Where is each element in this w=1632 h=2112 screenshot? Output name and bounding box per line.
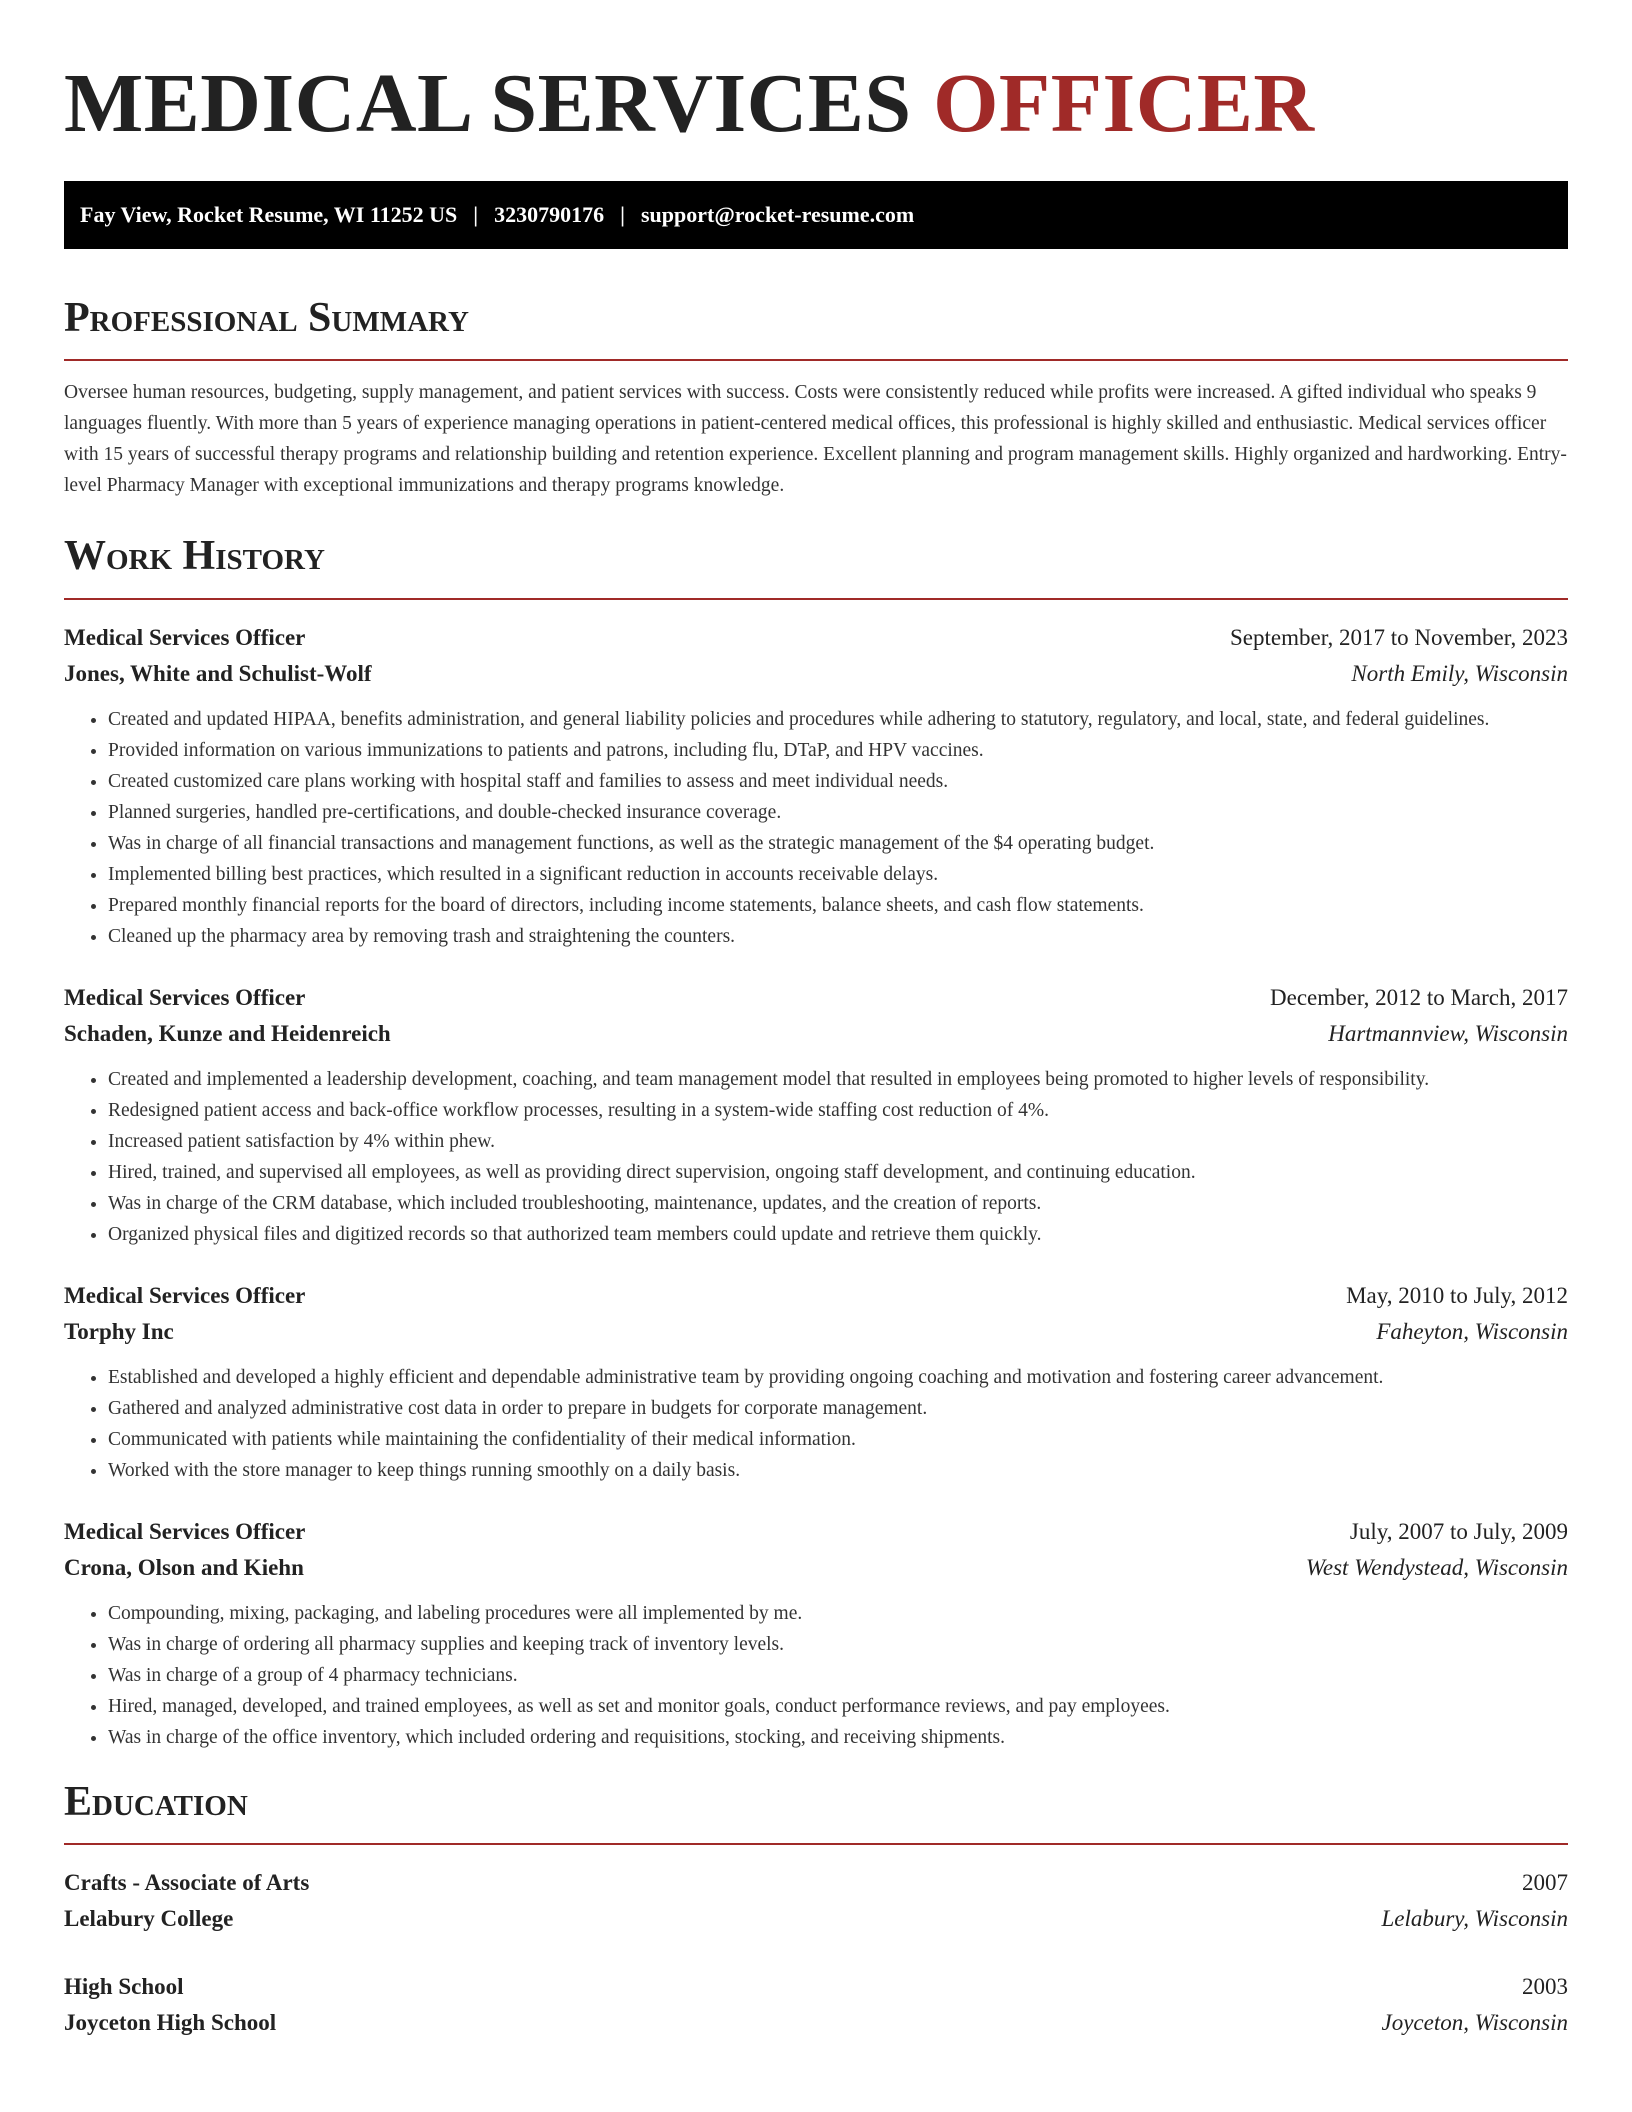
job-company: Crona, Olson and Kiehn — [64, 1554, 304, 1580]
job-entry — [64, 620, 1568, 952]
education-entry — [64, 1865, 1568, 1937]
job-entry — [64, 1514, 1568, 1753]
job-company: Schaden, Kunze and Heidenreich — [64, 1020, 391, 1046]
job-location: Faheyton, Wisconsin — [1376, 1318, 1568, 1344]
education-degree: High School — [64, 1973, 184, 1999]
section-divider — [64, 1843, 1568, 1845]
job-bullet: • Implemented billing best practices, which resulted in a significant reduction in accounts receivable delays. — [108, 859, 1568, 890]
job-bullet: • Redesigned patient access and back-office workflow processes, resulting in a system-wide staffing cost reduction of 4%. — [108, 1095, 1568, 1126]
job-bullet: • Cleaned up the pharmacy area by removing trash and straightening the counters. — [108, 921, 1568, 952]
job-bullets — [64, 1064, 1568, 1250]
job-role: Medical Services Officer — [64, 1282, 306, 1308]
summary-section — [64, 293, 1568, 501]
job-bullet: • Created and updated HIPAA, benefits administration, and general liability policies and procedures while adhering to statutory, regulatory, and local, state, and federal guidelines. — [108, 704, 1568, 735]
education-entry — [64, 1969, 1568, 2041]
education-section — [64, 1777, 1568, 2041]
job-location: West Wendystead, Wisconsin — [1305, 1554, 1568, 1580]
job-bullet: • Hired, trained, and supervised all employees, as well as providing direct supervision, ongoing staff development, and continuing education. — [108, 1157, 1568, 1188]
job-dates: May, 2010 to July, 2012 — [1346, 1282, 1568, 1308]
job-role: Medical Services Officer — [64, 624, 306, 650]
job-role: Medical Services Officer — [64, 1518, 306, 1544]
job-bullet: • Was in charge of the office inventory, which included ordering and requisitions, stocking, and receiving shipments. — [108, 1722, 1568, 1753]
job-role: Medical Services Officer — [64, 984, 306, 1010]
job-bullet: • Was in charge of the CRM database, which included troubleshooting, maintenance, updates, and the creation of reports. — [108, 1188, 1568, 1219]
section-divider — [64, 598, 1568, 600]
job-company: Jones, White and Schulist-Wolf — [64, 660, 372, 686]
job-bullet: • Prepared monthly financial reports for the board of directors, including income statements, balance sheets, and cash flow statements. — [108, 890, 1568, 921]
education-location: Joyceton, Wisconsin — [1381, 2009, 1568, 2035]
section-divider — [64, 359, 1568, 361]
contact-bar — [64, 181, 1568, 249]
job-dates: September, 2017 to November, 2023 — [1230, 624, 1568, 650]
job-bullet: • Organized physical files and digitized records so that authorized team members could update and retrieve them quickly. — [108, 1219, 1568, 1250]
education-year: 2007 — [1522, 1869, 1568, 1895]
education-degree: Crafts - Associate of Arts — [64, 1869, 310, 1895]
job-bullet: • Increased patient satisfaction by 4% within phew. — [108, 1126, 1568, 1157]
job-entry — [64, 1278, 1568, 1486]
job-bullet: • Provided information on various immunizations to patients and patrons, including flu, DTaP, and HPV vaccines. — [108, 735, 1568, 766]
education-school: Joyceton High School — [64, 2009, 277, 2035]
job-bullets — [64, 1362, 1568, 1486]
job-dates: July, 2007 to July, 2009 — [1349, 1518, 1568, 1544]
job-dates: December, 2012 to March, 2017 — [1270, 984, 1568, 1010]
job-bullet: • Hired, managed, developed, and trained employees, as well as set and monitor goals, conduct performance reviews, and pay employees. — [108, 1691, 1568, 1722]
education-title: Education — [64, 1778, 248, 1825]
job-location: North Emily, Wisconsin — [1351, 660, 1568, 686]
contact-phone: 3230790176 — [494, 201, 605, 227]
job-bullet: • Created and implemented a leadership development, coaching, and team management model that resulted in employees being promoted to higher levels of responsibility. — [108, 1064, 1568, 1095]
education-location: Lelabury, Wisconsin — [1381, 1905, 1568, 1931]
job-bullet: • Planned surgeries, handled pre-certifications, and double-checked insurance coverage. — [108, 797, 1568, 828]
job-bullet: • Created customized care plans working with hospital staff and families to assess and meet individual needs. — [108, 766, 1568, 797]
job-bullet: • Was in charge of a group of 4 pharmacy technicians. — [108, 1660, 1568, 1691]
summary-title: Professional Summary — [64, 294, 469, 341]
work-history-section — [64, 531, 1568, 1752]
work-history-title: Work History — [64, 533, 325, 580]
job-bullets — [64, 704, 1568, 952]
job-bullet: • Worked with the store manager to keep things running smoothly on a daily basis. — [108, 1455, 1568, 1486]
resume-name — [64, 54, 1568, 155]
job-bullet: • Communicated with patients while maintaining the confidentiality of their medical information. — [108, 1424, 1568, 1455]
education-school: Lelabury College — [64, 1905, 234, 1931]
job-bullet: • Compounding, mixing, packaging, and labeling procedures were all implemented by me. — [108, 1598, 1568, 1629]
job-location: Hartmannview, Wisconsin — [1328, 1020, 1568, 1046]
job-company: Torphy Inc — [64, 1318, 174, 1344]
job-bullet: • Gathered and analyzed administrative cost data in order to prepare in budgets for corporate management. — [108, 1393, 1568, 1424]
contact-address: Fay View, Rocket Resume, WI 11252 US — [80, 201, 458, 227]
contact-separator: | — [620, 201, 625, 227]
job-bullets — [64, 1598, 1568, 1753]
job-bullet: • Established and developed a highly efficient and dependable administrative team by providing ongoing coaching and motivation and fostering career advancement. — [108, 1362, 1568, 1393]
education-year: 2003 — [1522, 1973, 1568, 1999]
name-main: MEDICAL SERVICES — [64, 57, 912, 150]
job-bullet: • Was in charge of ordering all pharmacy supplies and keeping track of inventory levels. — [108, 1629, 1568, 1660]
contact-email: support@rocket-resume.com — [640, 201, 915, 227]
job-entry — [64, 980, 1568, 1250]
summary-text: Oversee human resources, budgeting, supply management, and patient services with success. Costs were consistently reduced while profits were increased. A gifted individual who speaks 9 languages fluently. With more than 5 years of experience managing operations in patient-centered medical offices, this professional is highly skilled and enthusiastic. Medical services officer with 15 years of successful therapy programs and relationship building and retention experience. Excellent planning and program management skills. Highly organized and hardworking. Entry-level Pharmacy Manager with exceptional immunizations and therapy programs knowledge. — [64, 382, 1567, 497]
name-accent: OFFICER — [933, 57, 1315, 150]
job-bullet: • Was in charge of all financial transactions and management functions, as well as the strategic management of the $4 operating budget. — [108, 828, 1568, 859]
contact-separator: | — [473, 201, 479, 227]
